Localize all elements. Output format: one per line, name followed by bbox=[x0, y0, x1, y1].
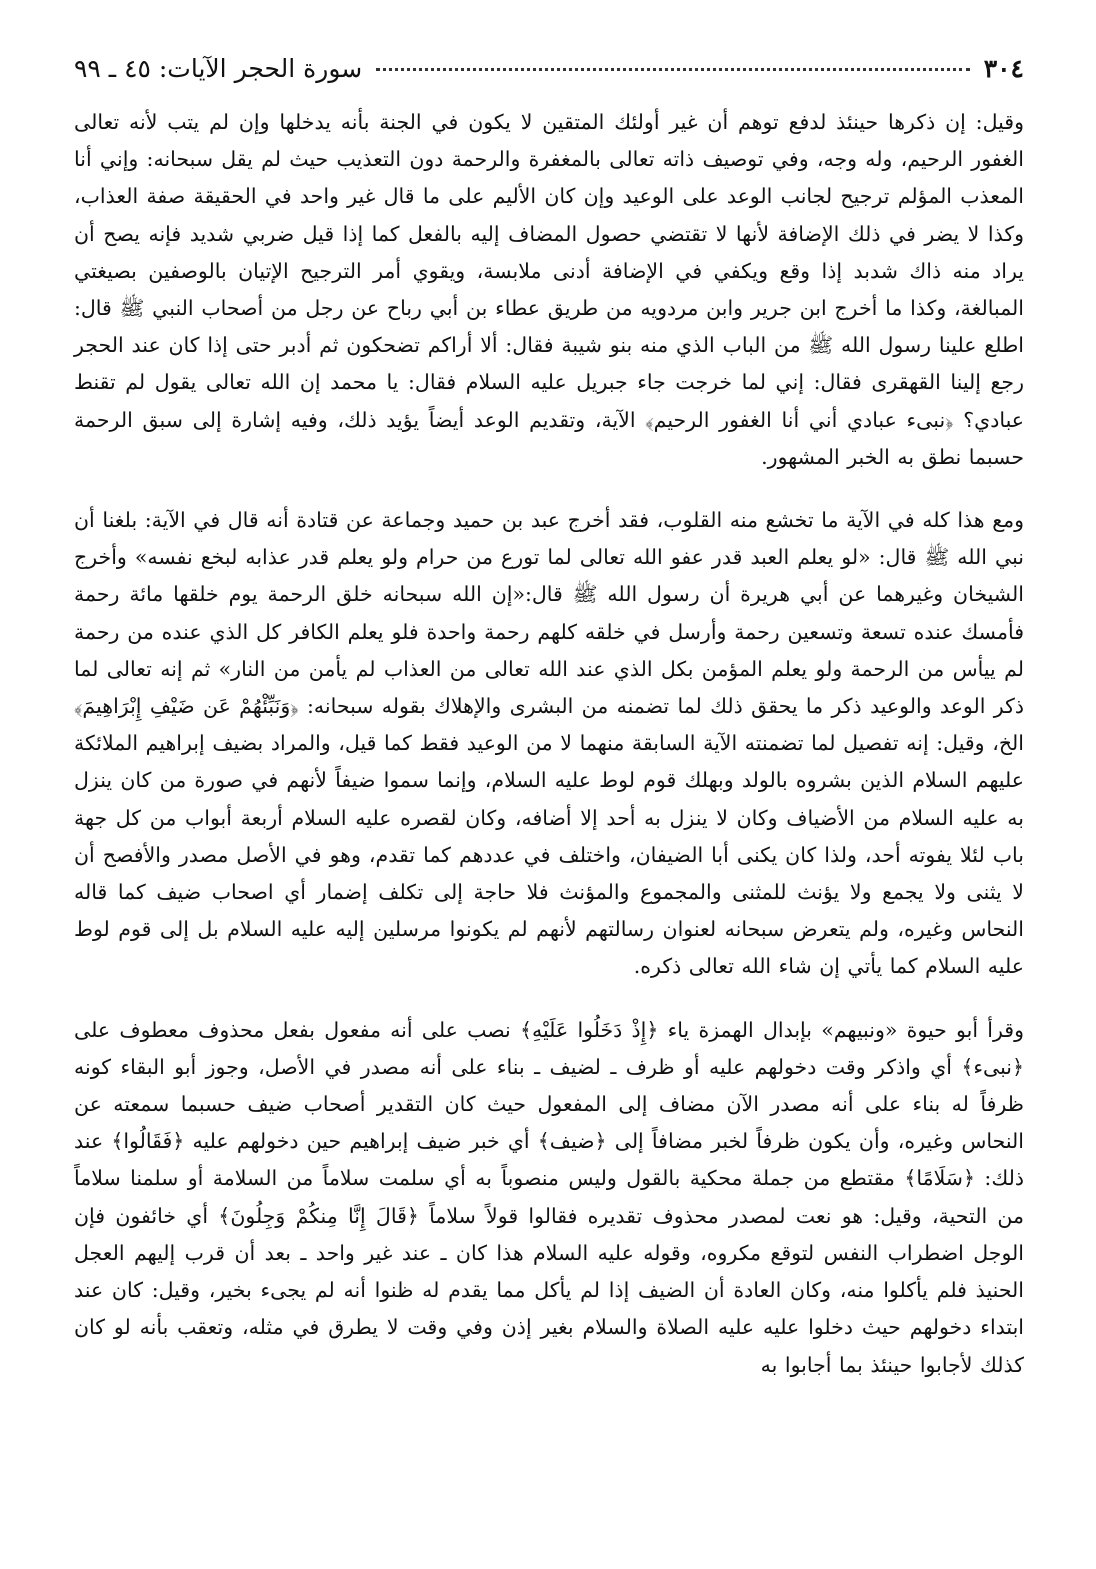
dotted-leader bbox=[376, 68, 970, 71]
page bbox=[74, 52, 1024, 1384]
paragraph: وقرأ أبو حيوة «ونبيهم» بإبدال الهمزة ياء ﴿إِذْ دَخَلُوا عَلَيْهِ﴾ نصب على أنه مفعول بفعل محذوف معطوف على ﴿نبىء﴾ أي واذكر وقت دخولهم عليه أو ظرف ـ لضيف ـ بناء على أنه مصدر في الأصل، وجوز أبو البقاء كونه ظرفاً له بناء على أنه مصدر الآن مضاف إلى المفعول حيث كان التقدير أصحاب ضيف حسبما سمعته عن النحاس وغيره، وأن يكون ظرفاً لخبر مضافاً إلى ﴿ضيف﴾ أي خبر ضيف إبراهيم حين دخولهم عليه ﴿فَقَالُوا﴾ عند ذلك: ﴿سَلَامًا﴾ مقتطع من جملة محكية بالقول وليس منصوباً به أي سلمت سلاماً من السلامة أو سلمنا سلاماً من التحية، وقيل: هو نعت لمصدر محذوف تقديره فقالوا قولاً سلاماً ﴿قَالَ إِنَّا مِنكُمْ وَجِلُونَ﴾ أي خائفون فإن الوجل اضطراب النفس لتوقع مكروه، وقوله عليه السلام هذا كان ـ عند غير واحد ـ بعد أن قرب إليهم العجل الحنيذ فلم يأكلوا منه، وكان العادة أن الضيف إذا لم يأكل مما يقدم له ظنوا أنه لم يجىء بخير، وقيل: كان عند ابتداء دخولهم حيث دخلوا عليه عليه الصلاة والسلام بغير إذن وفي وقت لا يطرق في مثله، وتعقب بأنه لو كان كذلك لأجابوا حينئذ بما أجابوا به bbox=[74, 1017, 1024, 1377]
header-title: سورة الحجر الآيات: ٤٥ ـ ٩٩ bbox=[74, 54, 363, 83]
page-number: ٣٠٤ bbox=[983, 54, 1024, 83]
running-header bbox=[74, 52, 1024, 86]
paragraph: وقيل: إن ذكرها حينئذ لدفع توهم أن غير أولئك المتقين لا يكون في الجنة بأنه يدخلها وإن لم يتب لأنه تعالى الغفور الرحيم، وله وجه، وفي توصيف ذاته تعالى بالمغفرة والرحمة دون التعذيب حيث لم يقل سبحانه: وإني أنا المعذب المؤلم ترجيح لجانب الوعد على الوعيد وإن كان الأليم على ما قال غير واحد في الحقيقة صفة العذاب، وكذا لا يضر في ذلك الإضافة لأنها لا تقتضي حصول المضاف إليه بالفعل كما إذا قيل ضربي شديد فإنه يصح أن يراد منه ذاك شدبد إذا وقع ويكفي في الإضافة أدنى ملابسة، ويقوي أمر الترجيح الإتيان بالوصفين بصيغتي المبالغة، وكذا ما أخرج ابن جرير وابن مردويه من طريق عطاء بن أبي رباح عن رجل من أصحاب النبي ﷺ قال: اطلع علينا رسول الله ﷺ من الباب الذي منه بنو شيبة فقال: ألا أراكم تضحكون ثم أدبر حتى إذا كان عند الحجر رجع إلينا القهقرى فقال: إني لما خرجت جاء جبريل عليه السلام فقال: يا محمد إن الله تعالى يقول لم تقنط عبادي؟ ﴿نبىء عبادي أني أنا الغفور الرحيم﴾ الآية، وتقديم الوعد أيضاً يؤيد ذلك، وفيه إشارة إلى سبق الرحمة حسبما نطق به الخبر المشهور. bbox=[74, 110, 1024, 469]
paragraph: ومع هذا كله في الآية ما تخشع منه القلوب، فقد أخرج عبد بن حميد وجماعة عن قتادة أنه قال في الآية: بلغنا أن نبي الله ﷺ قال: «لو يعلم العبد قدر عفو الله تعالى لما تورع من حرام ولو يعلم قدر عذابه لبخع نفسه» وأخرج الشيخان وغيرهما عن أبي هريرة أن رسول الله ﷺ قال:«إن الله سبحانه خلق الرحمة يوم خلقها مائة رحمة فأمسك عنده تسعة وتسعين رحمة وأرسل في خلقه كلهم رحمة واحدة فلو يعلم الكافر كل الذي عنده من رحمة لم ييأس من الرحمة ولو يعلم المؤمن بكل الذي عند الله تعالى من العذاب لم يأمن من النار» ثم إنه تعالى لما ذكر الوعد والوعيد ذكر ما يحقق ذلك لما تضمنه من البشرى والإهلاك بقوله سبحانه: ﴿وَنَبِّئْهُمْ عَن ضَيْفِ إِبْرَاهِيمَ﴾ الخ، وقيل: إنه تفصيل لما تضمنته الآية السابقة منهما لا من الوعيد فقط كما قيل، والمراد بضيف إبراهيم الملائكة عليهم السلام الذين بشروه بالولد وبهلك قوم لوط عليه السلام، وإنما سموا ضيفاً لأنهم في صورة من كان ينزل به عليه السلام من الأضياف وكان لا ينزل به أحد إلا أضافه، وكان لقصره عليه السلام أربعة أبواب من كل جهة باب لئلا يفوته أحد، ولذا كان يكنى أبا الضيفان، واختلف في عددهم كما تقدم، وهو في الأصل مصدر والأفصح أن لا يثنى ولا يجمع ولا يؤنث للمثنى والمجموع والمؤنث فلا حاجة إلى تكلف إضمار أي اصحاب ضيف كما قاله النحاس وغيره، ولم يتعرض سبحانه لعنوان رسالتهم لأنهم لم يكونوا مرسلين إليه عليه السلام بل إلى قوم لوط عليه السلام كما يأتي إن شاء الله تعالى ذكره. bbox=[74, 508, 1024, 979]
